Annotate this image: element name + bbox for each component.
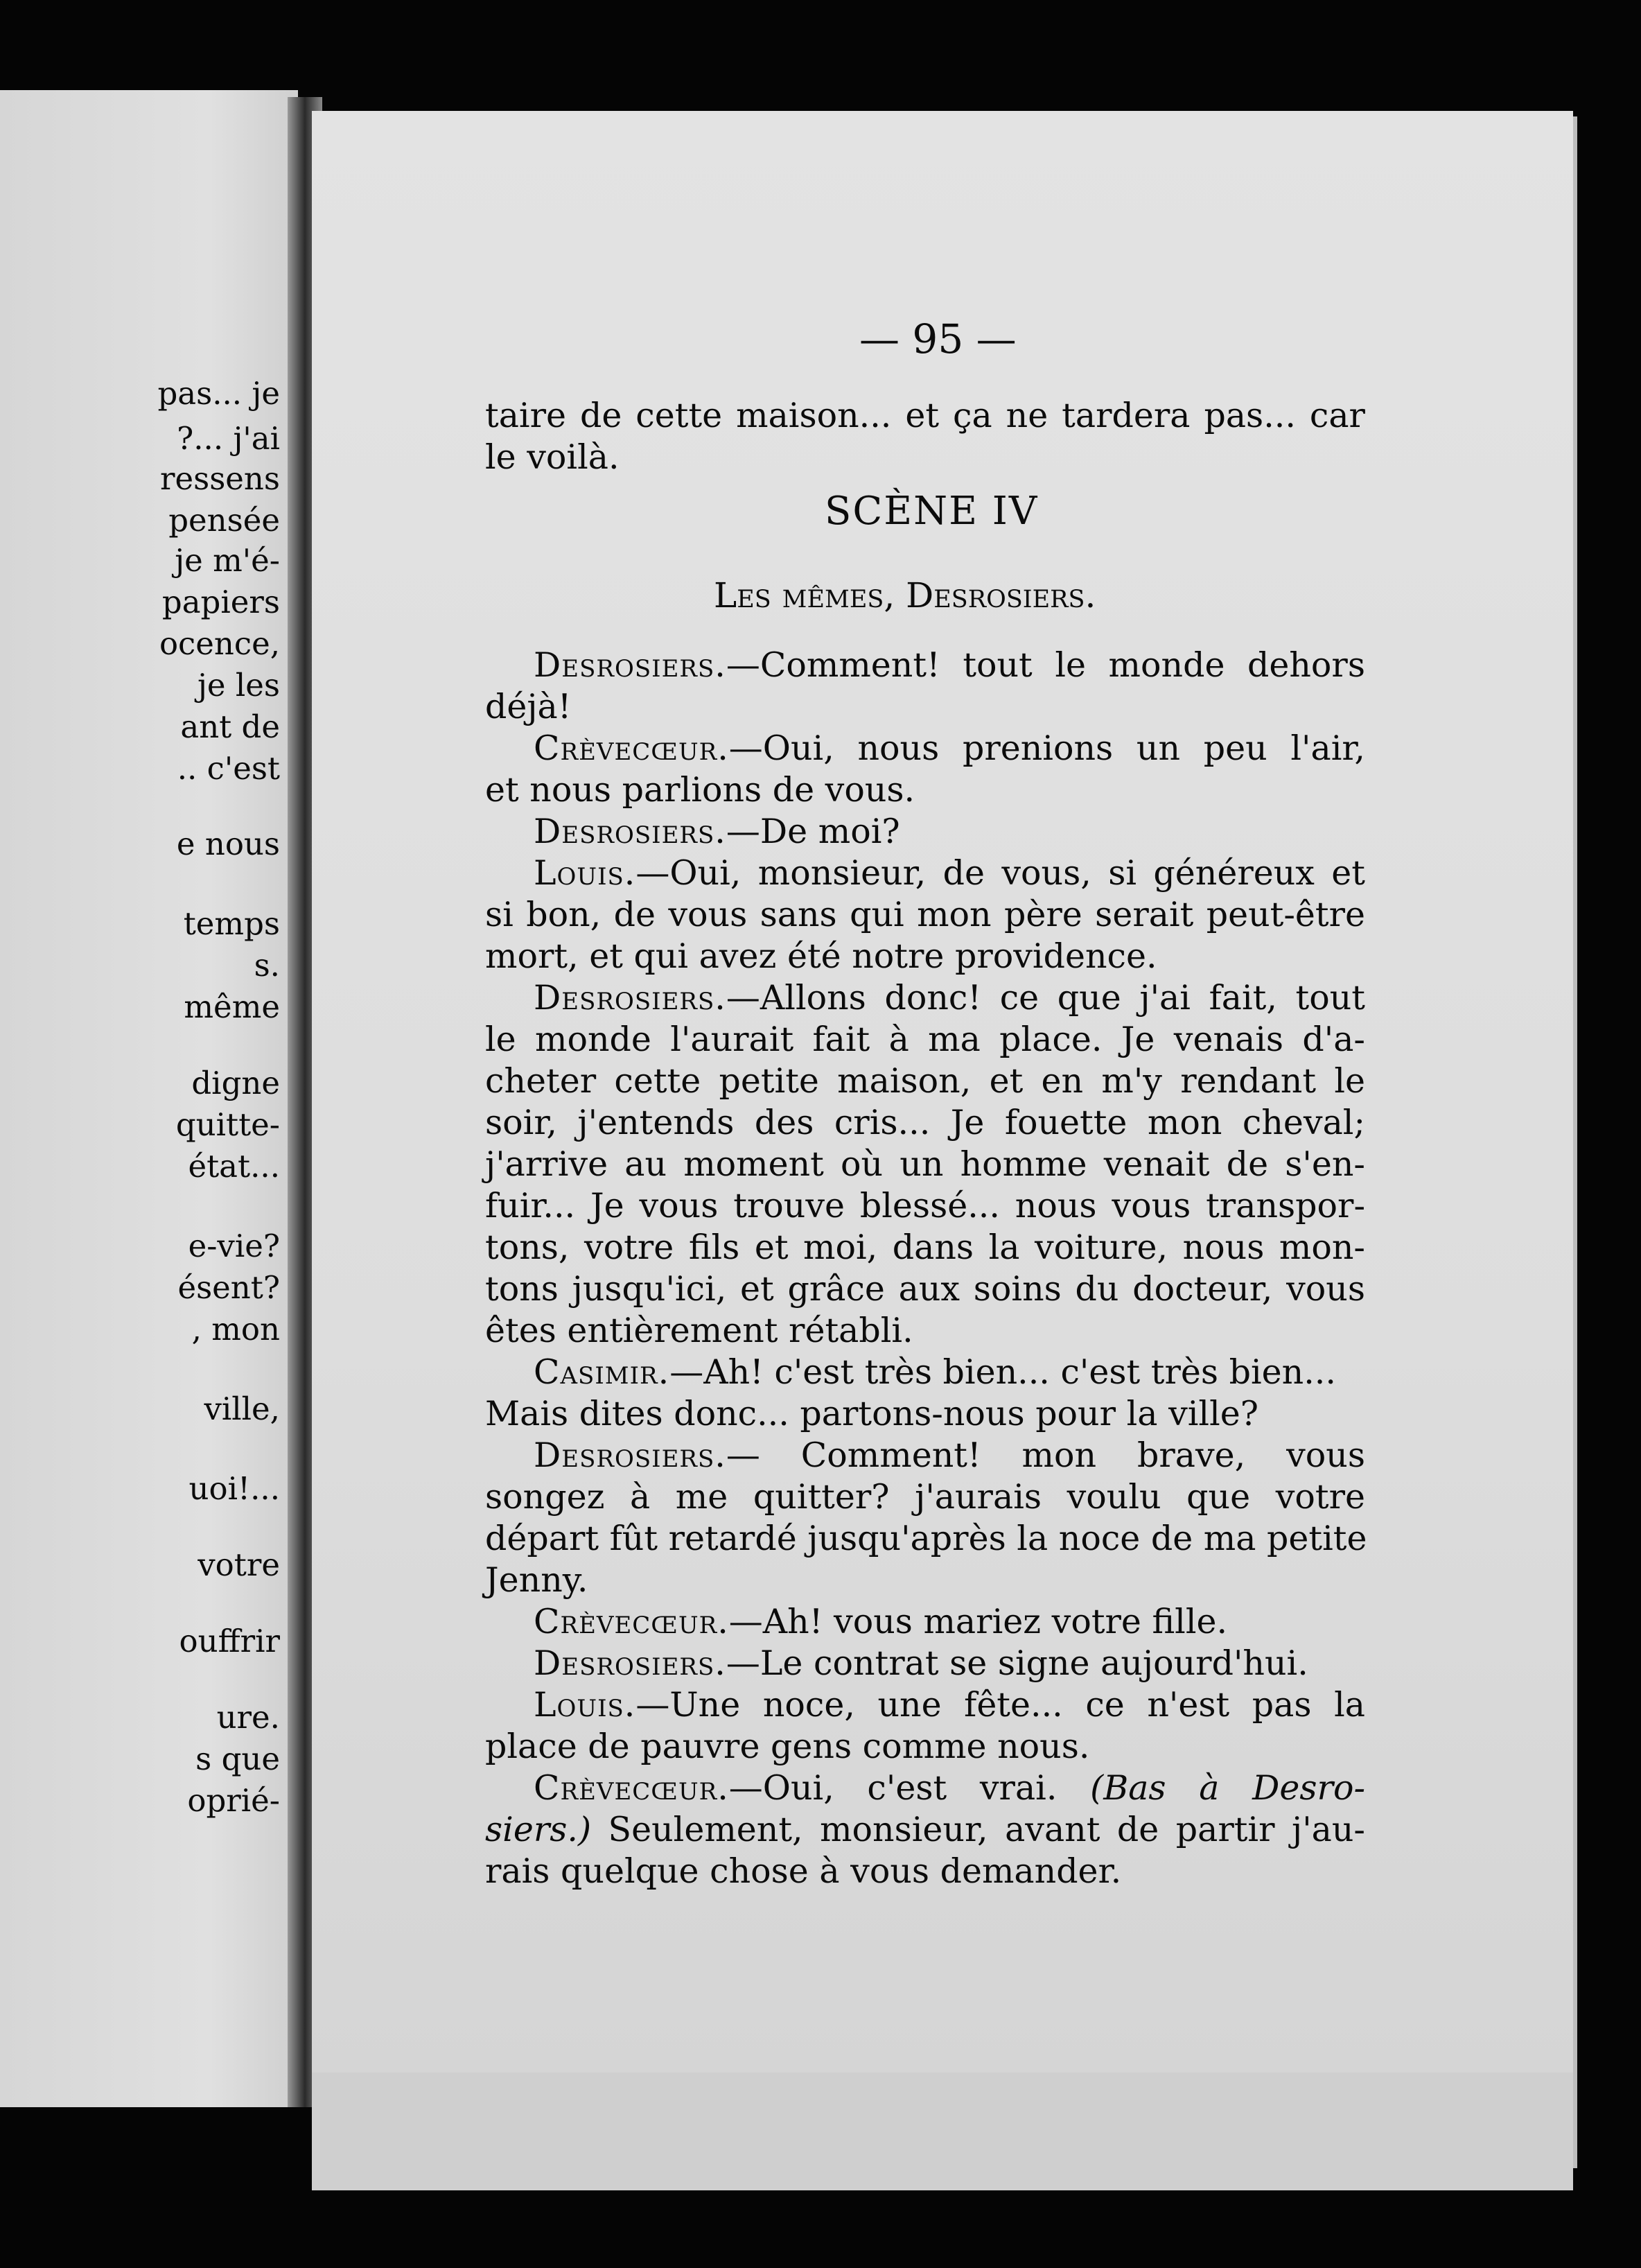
dialogue-line	[534, 812, 1365, 851]
line-text: soir, j'entends des cris... Je fouette mon cheval;	[485, 1103, 1365, 1142]
text-line	[485, 1519, 1367, 1558]
text-line	[485, 1228, 1365, 1267]
speaker-name: Casimir.	[534, 1352, 670, 1392]
line-text: —De moi?	[726, 812, 900, 851]
line-text: Jenny.	[485, 1560, 588, 1600]
left-page-line: je m'é-	[175, 542, 280, 579]
text-line	[485, 1103, 1365, 1142]
line-text: fuir... Je vous trouve blessé... nous vous transpor-	[485, 1186, 1365, 1225]
left-page-line: e nous	[176, 826, 280, 862]
page-bottom-edge	[312, 2073, 1573, 2190]
left-page-line: s que	[195, 1741, 280, 1777]
dialogue-line	[534, 729, 1365, 768]
text-line	[485, 1020, 1365, 1059]
speaker-name: Desrosiers.	[534, 812, 726, 851]
text-line	[485, 1810, 1365, 1849]
line-text: —Ah! c'est très bien... c'est très bien...	[669, 1352, 1336, 1392]
left-page-line: oprié-	[187, 1782, 280, 1819]
line-text: Seulement, monsieur, avant de partir j'au-	[591, 1810, 1365, 1849]
line-text: cheter cette petite maison, et en m'y rendant le	[485, 1061, 1365, 1101]
line-text: départ fût retardé jusqu'après la noce de ma petite	[485, 1519, 1367, 1558]
left-page-line: ure.	[216, 1699, 280, 1736]
left-page-line: ésent?	[177, 1269, 280, 1306]
line-text: —Oui, nous prenions un peu l'air,	[728, 729, 1365, 768]
left-page-line: uoi!...	[188, 1470, 280, 1507]
speaker-name: Louis.	[534, 853, 636, 893]
line-text: si bon, de vous sans qui mon père serait peut-être	[485, 895, 1365, 934]
left-page-line: ?... j'ai	[177, 420, 280, 457]
line-text: mort, et qui avez été notre providence.	[485, 936, 1157, 976]
dialogue-line	[534, 853, 1365, 893]
cast-list: Les mêmes, Desrosiers.	[714, 575, 1096, 616]
left-page-line: papiers	[161, 584, 280, 620]
speaker-name: Desrosiers.	[534, 978, 726, 1018]
line-text: déjà!	[485, 687, 572, 726]
text-line	[485, 687, 1365, 726]
text-line	[485, 936, 1365, 976]
left-page-line: votre	[198, 1546, 280, 1583]
speaker-name: Crèvecœur.	[534, 1602, 729, 1641]
text-line	[485, 1477, 1365, 1517]
dialogue-line	[534, 645, 1365, 685]
dialogue-line	[534, 1352, 1365, 1392]
line-text: Mais dites donc... partons-nous pour la ville?	[485, 1394, 1259, 1433]
line-text: —Le contrat se signe aujourd'hui.	[726, 1643, 1308, 1683]
line-text: tons, votre fils et moi, dans la voiture, nous mon-	[485, 1228, 1365, 1267]
stage-direction: (Bas à Desro-	[1090, 1768, 1366, 1808]
left-page-line: ocence,	[159, 625, 280, 662]
line-text: —Oui, c'est vrai.	[728, 1768, 1058, 1808]
line-text: j'arrive au moment où un homme venait de s'en-	[485, 1144, 1365, 1184]
text-line	[485, 1269, 1365, 1309]
text-line	[485, 895, 1365, 934]
line-text: —Allons donc! ce que j'ai fait, tout	[726, 978, 1365, 1018]
speaker-name: Desrosiers.	[534, 1436, 726, 1475]
text-line	[485, 1061, 1365, 1101]
left-page-line: ville,	[204, 1390, 280, 1427]
text-line	[485, 1851, 1365, 1891]
left-page-line: digne	[191, 1065, 280, 1101]
left-page-line: s.	[254, 947, 280, 984]
left-page-line: ouffrir	[179, 1623, 280, 1659]
dialogue-line	[534, 978, 1365, 1018]
left-page-line: temps	[183, 905, 280, 942]
text-line	[485, 437, 1365, 477]
line-text: —Une noce, une fête... ce n'est pas la	[635, 1685, 1365, 1725]
stage-direction: siers.)	[485, 1810, 592, 1849]
speaker-name: Crèvecœur.	[534, 729, 729, 768]
left-page-line: pas... je	[157, 375, 280, 412]
line-text: êtes entièrement rétabli.	[485, 1311, 913, 1350]
left-page-line: même	[184, 988, 280, 1025]
left-page-line: je les	[197, 667, 280, 704]
left-page-line: ant de	[180, 708, 280, 745]
line-text: tons jusqu'ici, et grâce aux soins du docteur, vous	[485, 1269, 1365, 1309]
dialogue-line	[534, 1643, 1365, 1683]
left-page-line: .. c'est	[177, 750, 280, 787]
line-text: — Comment! mon brave, vous	[726, 1436, 1365, 1475]
speaker-name: Louis.	[534, 1685, 636, 1725]
line-text: rais quelque chose à vous demander.	[485, 1851, 1122, 1891]
scene-title: SCÈNE IV	[825, 489, 1039, 534]
line-text: —Ah! vous mariez votre fille.	[728, 1602, 1228, 1641]
text-line	[485, 396, 1365, 435]
left-page-line: , mon	[191, 1311, 280, 1347]
text-line	[485, 1727, 1365, 1766]
line-text: taire de cette maison... et ça ne tardera pas... car	[485, 396, 1365, 435]
dialogue-line	[534, 1768, 1366, 1808]
line-text: le voilà.	[485, 437, 620, 477]
line-text: songez à me quitter? j'aurais voulu que votre	[485, 1477, 1365, 1517]
line-text: et nous parlions de vous.	[485, 770, 915, 810]
left-page-line: quitte-	[175, 1106, 280, 1143]
text-line	[485, 770, 1365, 810]
speaker-name: Desrosiers.	[534, 1643, 726, 1683]
left-page-line: ressens	[159, 460, 280, 497]
line-text: place de pauvre gens comme nous.	[485, 1727, 1090, 1766]
line-text: le monde l'aurait fait à ma place. Je venais d'a-	[485, 1020, 1365, 1059]
left-page-line: état...	[188, 1148, 280, 1185]
left-page-line: e-vie?	[188, 1228, 280, 1264]
dialogue-line	[534, 1685, 1365, 1725]
dialogue-line	[534, 1436, 1365, 1475]
dialogue-line	[534, 1602, 1365, 1641]
line-text: —Oui, monsieur, de vous, si généreux et	[635, 853, 1365, 893]
left-page-line: pensée	[168, 502, 280, 539]
page-number: — 95 —	[859, 315, 1017, 363]
line-text: —Comment! tout le monde dehors	[726, 645, 1365, 685]
left-page	[0, 90, 298, 2107]
speaker-name: Desrosiers.	[534, 645, 726, 685]
text-line	[485, 1394, 1365, 1433]
text-line	[485, 1311, 1365, 1350]
text-line	[485, 1144, 1365, 1184]
speaker-name: Crèvecœur.	[534, 1768, 729, 1808]
text-line	[485, 1560, 1365, 1600]
text-line	[485, 1186, 1365, 1225]
